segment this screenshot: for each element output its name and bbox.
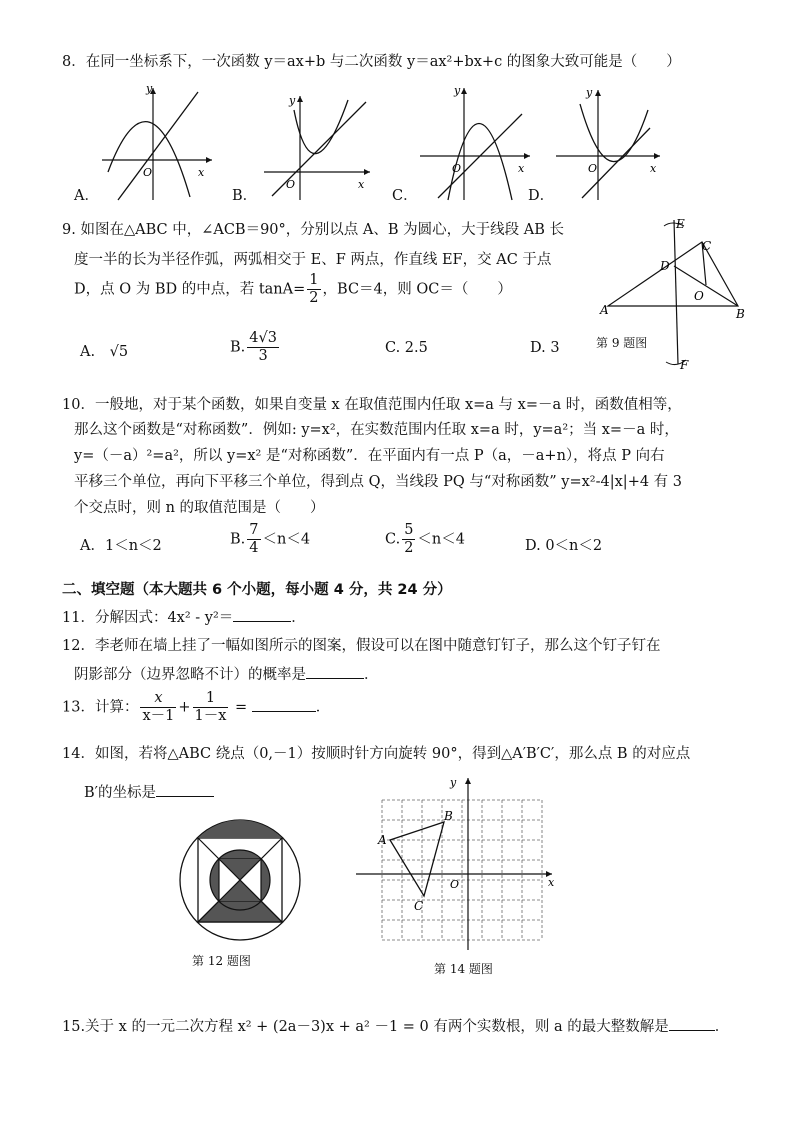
q9-line3a: D，点 O 为 BD 的中点，若 tanA= [74,281,306,298]
q12-line2-wrap [74,664,379,685]
section2-heading-text: 二、填空题（本大题共 6 个小题，每小题 4 分，共 24 分） [62,582,452,598]
q10-option-b-num: 7 [249,522,259,538]
q10-option-b-suffix: ＜n＜4 [262,531,311,548]
q13-plus: + [178,699,191,716]
q10-line1: 10．一般地，对于某个函数，如果自变量 x 在取值范围内任取 x=a 与 x=－a 时，函数值相等， [62,397,682,413]
q10-line2: 那么这个函数是“对称函数”．例如: y=x²，在实数范围内任取 x=a 时，y=a²；当 x=－a 时， [74,422,679,438]
q8c-y-label: y [454,84,461,97]
q8-graph-b [262,92,374,202]
q9-tan-fraction [307,272,320,307]
q10-option-c-fraction [402,522,415,557]
q10-option-a[interactable]: A．1＜n＜2 [80,538,162,554]
q10-option-c-prefix: C. [385,531,401,548]
q9-line3b: ，BC＝4，则 OC＝（ ） [322,281,512,298]
q8a-x-label: x [198,166,205,179]
q9-label-c: C [702,239,712,253]
q12-line1: 12．李老师在墙上挂了一幅如图所示的图案，假设可以在图中随意钉钉子，那么这个钉子钉在 [62,638,661,654]
q8c-o-label: O [452,162,462,175]
q14-label-a: A [378,833,387,847]
q8-graph-d [552,86,664,202]
q10-option-c-suffix: ＜n＜4 [417,531,465,548]
q9-line2: 度一半的长为半径作弧，两弧相交于 E、F 两点，作直线 EF，交 AC 于点 [74,252,552,268]
q12-caption: 第 12 题图 [192,954,251,968]
q10-option-c-den: 2 [404,540,414,556]
q8d-y-label: y [586,86,593,99]
q13-fraction1 [140,690,176,725]
q14-line1: 14．如图，若将△ABC 绕点（0,－1）按顺时针方向旋转 90°，得到△A′B′C′，那么点 B 的对应点 [62,746,691,762]
q9-label-d: D [660,259,670,273]
q13-f1-num: x [140,690,176,708]
q14-caption: 第 14 题图 [434,962,493,976]
q8-text: 8．在同一坐标系下，一次函数 y＝ax+b 与二次函数 y＝ax²+bx+c 的图象大致可能是（ ） [62,54,681,70]
q9-tan-den: 2 [309,290,319,306]
q8-option-d[interactable]: D． [528,188,555,204]
q10-line5: 个交点时，则 n 的取值范围是（ ） [74,500,325,516]
q12-end: ． [364,667,379,683]
q8b-o-label: O [286,178,296,191]
q14-label-b: B [444,809,453,823]
q14-line2: B′的坐标是 [84,785,156,801]
q9-option-b-den: 3 [258,348,268,364]
q15-text: 15.关于 x 的一元二次方程 x² + (2a－3)x + a² －1 = 0 有两个实数根，则 a 的最大整数解是 [62,1019,669,1035]
q8-option-c[interactable]: C． [392,188,418,204]
q13-answer-blank[interactable] [252,697,316,712]
q9-option-b-num: 4√3 [249,330,277,346]
q10-option-c-num: 5 [404,522,414,538]
q8-option-b[interactable]: B． [232,188,258,204]
q10-option-d[interactable]: D. 0＜n＜2 [525,538,603,554]
q11 [62,607,306,628]
q15-answer-blank[interactable] [669,1016,715,1031]
q13-f1-den: x－1 [142,708,175,724]
q14-y-label: y [450,776,457,789]
q15 [62,1016,729,1037]
section2-heading [62,580,452,600]
q14-o-label: O [450,878,460,891]
q13-eq: = [235,699,248,716]
q9-label-b: B [736,307,745,321]
q9-option-b-fraction [247,330,279,365]
q10-option-b-fraction [247,522,260,557]
q9-label-f: F [680,358,689,372]
q8a-o-label: O [143,166,153,179]
q12-answer-blank[interactable] [306,664,364,679]
q13-end: ． [315,699,331,716]
q10-option-b-den: 4 [249,540,259,556]
q13-f2-num: 1 [193,690,229,708]
q9-option-b[interactable] [230,330,281,365]
q8-option-a[interactable]: A． [74,188,99,204]
q14-answer-blank[interactable] [156,782,214,797]
q8-graph-c [418,82,536,202]
q8b-x-label: x [358,178,365,191]
q12-line2: 阴影部分（边界忽略不计）的概率是 [74,667,306,683]
q9-tan-num: 1 [309,272,319,288]
q9-option-a[interactable]: A. √5 [80,344,129,360]
q9-line3 [74,272,512,307]
q13 [62,690,330,725]
q9-option-d[interactable]: D. 3 [530,340,560,356]
q11-text: 11．分解因式：4x² - y²＝ [62,610,234,626]
q11-answer-blank[interactable] [233,607,291,622]
q9-option-b-prefix: B. [230,339,246,356]
q8b-y-label: y [289,94,296,107]
q9-option-c[interactable]: C. 2.5 [385,340,428,356]
q13-f2-den: 1－x [194,708,227,724]
q10-line4: 平移三个单位，再向下平移三个单位，得到点 Q，当线段 PQ 与“对称函数” y=x²-4|x|+4 有 3 [74,474,683,490]
q15-end: ． [714,1019,730,1035]
q13-fraction2 [193,690,229,725]
q10-option-b-prefix: B. [230,531,246,548]
q10-option-b[interactable] [230,522,310,557]
q9-caption: 第 9 题图 [596,336,648,350]
q8c-x-label: x [518,162,525,175]
q10-option-c[interactable] [385,522,465,557]
q12-figure [178,818,302,942]
q8d-o-label: O [588,162,598,175]
q10-line3: y=（－a）²=a²，所以 y=x² 是“对称函数”．在平面内有一点 P（a，－a+n），将点 P 向右 [74,448,665,464]
q8-graph-a [98,82,216,202]
q9-label-e: E [676,217,685,231]
q9-label-a: A [600,303,609,317]
q8d-x-label: x [650,162,657,175]
q13-prefix: 13．计算： [62,699,139,716]
q14-figure [352,770,562,956]
q8a-y-label: y [146,82,153,95]
q14-x-label: x [548,876,555,889]
q14-line2-wrap [84,782,214,803]
q11-end: ． [291,610,306,626]
q14-label-c: C [414,899,424,913]
q9-label-o: O [694,289,704,303]
q9-line1: 9. 如图在△ABC 中，∠ACB＝90°，分别以点 A、B 为圆心，大于线段 AB 长 [62,222,564,238]
